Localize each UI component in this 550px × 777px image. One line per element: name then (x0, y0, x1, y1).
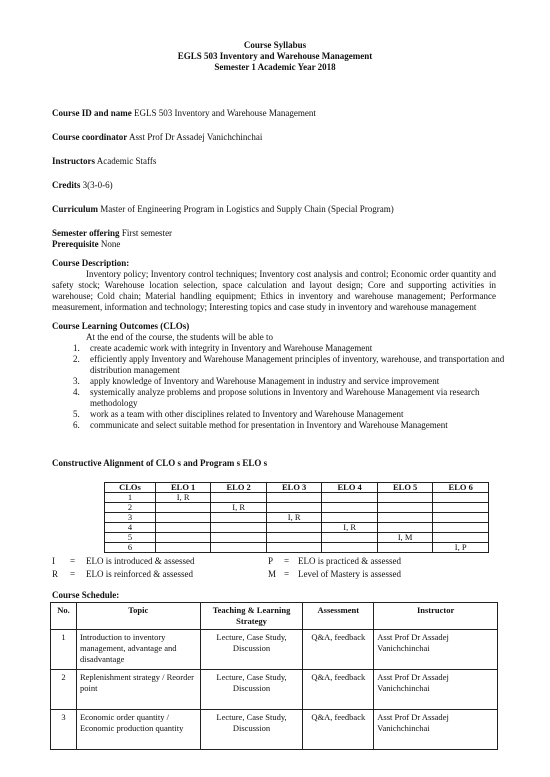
table-cell (211, 543, 267, 553)
schedule-strategy: Lecture, Case Study, Discussion (200, 630, 303, 670)
schedule-col-header: Teaching & Learning Strategy (200, 603, 303, 630)
clo-item: 2. efficiently apply Inventory and Warehouse Management principles of inventory, warehouse, and transportation and distribution management (82, 354, 528, 376)
schedule-topic: Economic order quantity / Economic production quantity (76, 710, 200, 750)
table-cell (155, 533, 211, 543)
clo-item: 1. create academic work with integrity in Inventory and Warehouse Management (82, 343, 528, 354)
alignment-col-header: CLOs (105, 483, 156, 493)
table-cell (266, 543, 322, 553)
legend-row (52, 555, 401, 567)
header-title: Course Syllabus (243, 40, 307, 50)
legend-text: ELO is reinforced & assessed (86, 569, 193, 579)
table-cell (211, 513, 267, 523)
table-cell: 1 (105, 493, 156, 503)
clo-item: 6. communicate and select suitable method for presentation in Inventory and Warehouse Management (82, 420, 528, 431)
legend-row (52, 568, 401, 580)
schedule-col-header: Instructor (374, 603, 498, 630)
table-row (105, 533, 489, 543)
alignment-col-header: ELO 4 (322, 483, 378, 493)
credits-value: 3(3-0-6) (82, 180, 113, 190)
table-cell (211, 533, 267, 543)
table-cell (433, 513, 489, 523)
legend-eq: = (284, 569, 290, 579)
table-cell (266, 493, 322, 503)
table-cell (322, 533, 378, 543)
table-cell: 5 (105, 533, 156, 543)
schedule-col-header: No. (51, 603, 77, 630)
semester-value: First semester (121, 228, 173, 238)
schedule-table (50, 602, 498, 750)
clo-item: 3. apply knowledge of Inventory and Warehouse Management in industry and service improvement (82, 376, 528, 387)
schedule-no: 3 (51, 710, 77, 750)
credits-label: Credits (52, 180, 81, 190)
prerequisite-label: Prerequisite (52, 239, 99, 249)
schedule-strategy: Lecture, Case Study, Discussion (200, 710, 303, 750)
table-cell (322, 513, 378, 523)
legend-text: ELO is introduced & assessed (86, 556, 195, 566)
table-cell (322, 543, 378, 553)
table-cell: 2 (105, 503, 156, 513)
table-cell (155, 543, 211, 553)
alignment-col-header: ELO 5 (377, 483, 433, 493)
coordinator-line (52, 132, 262, 143)
clo-intro: At the end of the course, the students will be able to (86, 332, 273, 342)
table-row (105, 503, 489, 513)
alignment-col-header: ELO 3 (266, 483, 322, 493)
alignment-col-header: ELO 2 (211, 483, 267, 493)
semester-label: Semester offering (52, 228, 120, 238)
legend-text: Level of Mastery is assessed (298, 569, 401, 579)
table-cell: 4 (105, 523, 156, 533)
table-row (51, 710, 498, 750)
curriculum-value: Master of Engineering Program in Logistics and Supply Chain (Special Program) (100, 204, 394, 214)
clo-list (52, 343, 528, 431)
coordinator-value: Asst Prof Dr Assadej Vanichchinchai (129, 132, 263, 142)
table-cell (322, 503, 378, 513)
table-cell (433, 493, 489, 503)
schedule-assessment: Q&A, feedback (303, 710, 374, 750)
description-heading: Course Description: (52, 258, 130, 268)
clo-item: 5. work as a team with other disciplines related to Inventory and Warehouse Management (82, 409, 528, 420)
legend-code: R (52, 569, 59, 579)
table-row (105, 523, 489, 533)
schedule-instructor: Asst Prof Dr Assadej Vanichchinchai (374, 670, 498, 710)
header-course: EGLS 503 Inventory and Warehouse Management (177, 51, 373, 61)
table-cell (155, 513, 211, 523)
coordinator-label: Course coordinator (52, 132, 128, 142)
legend-code: I (52, 556, 55, 566)
table-row (51, 670, 498, 710)
table-cell (433, 533, 489, 543)
table-cell (433, 523, 489, 533)
schedule-assessment: Q&A, feedback (303, 630, 374, 670)
course-id-line (52, 108, 316, 119)
alignment-col-header: ELO 6 (433, 483, 489, 493)
alignment-header-row (105, 483, 489, 493)
table-cell: I, R (322, 523, 378, 533)
table-row (105, 493, 489, 503)
table-cell: 6 (105, 543, 156, 553)
table-cell: I, M (377, 533, 433, 543)
semester-line (52, 228, 172, 239)
table-cell: I, R (155, 493, 211, 503)
instructors-value: Academic Staffs (96, 156, 157, 166)
table-cell: 3 (105, 513, 156, 523)
legend-eq: = (70, 556, 76, 566)
table-cell (377, 503, 433, 513)
table-cell: I, R (266, 513, 322, 523)
table-cell: I, R (211, 503, 267, 513)
schedule-col-header: Topic (76, 603, 200, 630)
table-cell (211, 493, 267, 503)
table-row (105, 543, 489, 553)
table-cell (322, 493, 378, 503)
course-id-label: Course ID and name (52, 108, 132, 118)
header-semester: Semester 1 Academic Year 2018 (214, 62, 336, 72)
instructors-line (52, 156, 156, 167)
legend-eq: = (284, 556, 290, 566)
credits-line (52, 180, 113, 191)
schedule-strategy: Lecture, Case Study, Discussion (200, 670, 303, 710)
curriculum-line (52, 204, 394, 215)
alignment-table (104, 482, 489, 553)
table-cell (266, 523, 322, 533)
schedule-topic: Replenishment strategy / Reorder point (76, 670, 200, 710)
alignment-col-header: ELO 1 (155, 483, 211, 493)
schedule-instructor: Asst Prof Dr Assadej Vanichchinchai (374, 630, 498, 670)
alignment-heading: Constructive Alignment of CLO s and Program s ELO s (52, 458, 268, 468)
schedule-no: 1 (51, 630, 77, 670)
table-cell (266, 503, 322, 513)
table-cell (155, 503, 211, 513)
table-cell: I, P (433, 543, 489, 553)
schedule-no: 2 (51, 670, 77, 710)
table-cell (377, 543, 433, 553)
table-row (105, 513, 489, 523)
curriculum-label: Curriculum (52, 204, 98, 214)
instructors-label: Instructors (52, 156, 95, 166)
legend-eq: = (70, 569, 76, 579)
table-cell (377, 523, 433, 533)
schedule-header-row (51, 603, 498, 630)
table-cell (211, 523, 267, 533)
legend-code: M (268, 569, 277, 579)
schedule-col-header: Assessment (303, 603, 374, 630)
schedule-instructor: Asst Prof Dr Assadej Vanichchinchai (374, 710, 498, 750)
table-cell (266, 533, 322, 543)
document-header (0, 40, 550, 73)
schedule-assessment: Q&A, feedback (303, 670, 374, 710)
schedule-topic: Introduction to inventory management, advantage and disadvantage (76, 630, 200, 670)
table-row (51, 630, 498, 670)
prerequisite-line (52, 239, 120, 250)
table-cell (433, 503, 489, 513)
legend-text: ELO is practiced & assessed (298, 556, 401, 566)
prerequisite-value: None (100, 239, 121, 249)
course-id-value: EGLS 503 Inventory and Warehouse Management (134, 108, 316, 118)
table-cell (377, 493, 433, 503)
schedule-heading: Course Schedule: (52, 590, 120, 600)
clo-heading: Course Learning Outcomes (CLOs) (52, 321, 190, 331)
clo-item: 4. systemically analyze problems and propose solutions in Inventory and Warehouse Management via research methodology (82, 387, 528, 409)
table-cell (377, 513, 433, 523)
table-cell (155, 523, 211, 533)
description-text: Inventory policy; Inventory control techniques; Inventory cost analysis and control; Economic order quantity and safety stock; Warehouse location selection, space calculation and layout design; Core and supporting activities in warehouse; Cold chain; Material handling equipment; Ethics in inventory and warehouse management; Performance measurement, information and technology; Interesting topics and case study in inventory and warehouse management (52, 269, 496, 312)
legend-code: P (268, 556, 274, 566)
